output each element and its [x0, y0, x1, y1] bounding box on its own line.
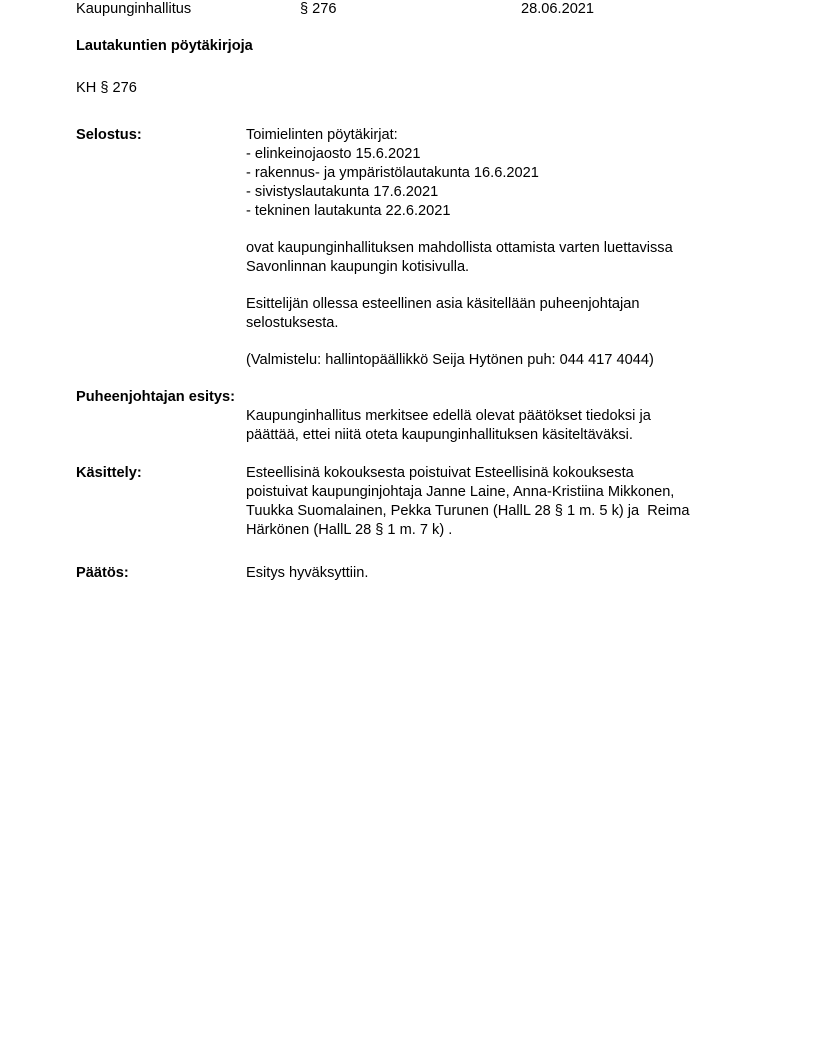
- header-date: 28.06.2021: [521, 1, 595, 17]
- selostus-item: - tekninen lautakunta 22.6.2021: [246, 203, 451, 219]
- selostus-content: [246, 126, 746, 370]
- selostus-item: - rakennus- ja ympäristölautakunta 16.6.2021: [246, 165, 539, 181]
- paatos-line: Esitys hyväksyttiin.: [246, 565, 369, 581]
- selostus-item: - sivistyslautakunta 17.6.2021: [246, 184, 439, 200]
- selostus-intro: Toimielinten pöytäkirjat:: [246, 127, 398, 143]
- selostus-preparer-note: (Valmistelu: hallintopäällikkö Seija Hytönen puh: 044 417 4044): [246, 352, 654, 368]
- kasittely-label: Käsittely:: [76, 465, 142, 481]
- kasittely-line: Härkönen (HallL 28 § 1 m. 7 k) .: [246, 522, 453, 538]
- document-title: Lautakuntien pöytäkirjoja: [76, 38, 253, 54]
- selostus-item: - elinkeinojaosto 15.6.2021: [246, 146, 421, 162]
- esitys-line: Kaupunginhallitus merkitsee edellä olevat päätökset tiedoksi ja: [246, 408, 651, 424]
- paatos-label: Päätös:: [76, 565, 129, 581]
- kasittely-line: Tuukka Suomalainen, Pekka Turunen (HallL 28 § 1 m. 5 k) ja Reima: [246, 503, 690, 519]
- document-reference: KH § 276: [76, 80, 137, 96]
- kasittely-content: [246, 464, 746, 540]
- selostus-paragraph-line: ovat kaupunginhallituksen mahdollista ottamista varten luettavissa: [246, 240, 673, 256]
- selostus-paragraph-line: selostuksesta.: [246, 315, 339, 331]
- esitys-content: [246, 407, 746, 445]
- header-organization: Kaupunginhallitus: [76, 1, 192, 17]
- selostus-paragraph-line: Savonlinnan kaupungin kotisivulla.: [246, 259, 470, 275]
- esitys-line: päättää, ettei niitä oteta kaupunginhallituksen käsiteltäväksi.: [246, 427, 633, 443]
- kasittely-line: poistuivat kaupunginjohtaja Janne Laine, Anna-Kristiina Mikkonen,: [246, 484, 675, 500]
- header-section-number: § 276: [300, 1, 337, 17]
- selostus-paragraph-line: Esittelijän ollessa esteellinen asia käsitellään puheenjohtajan: [246, 296, 640, 312]
- paatos-content: [246, 564, 746, 583]
- esitys-label: Puheenjohtajan esitys:: [76, 389, 235, 405]
- kasittely-line: Esteellisinä kokouksesta poistuivat Esteellisinä kokouksesta: [246, 465, 634, 481]
- selostus-label: Selostus:: [76, 127, 142, 143]
